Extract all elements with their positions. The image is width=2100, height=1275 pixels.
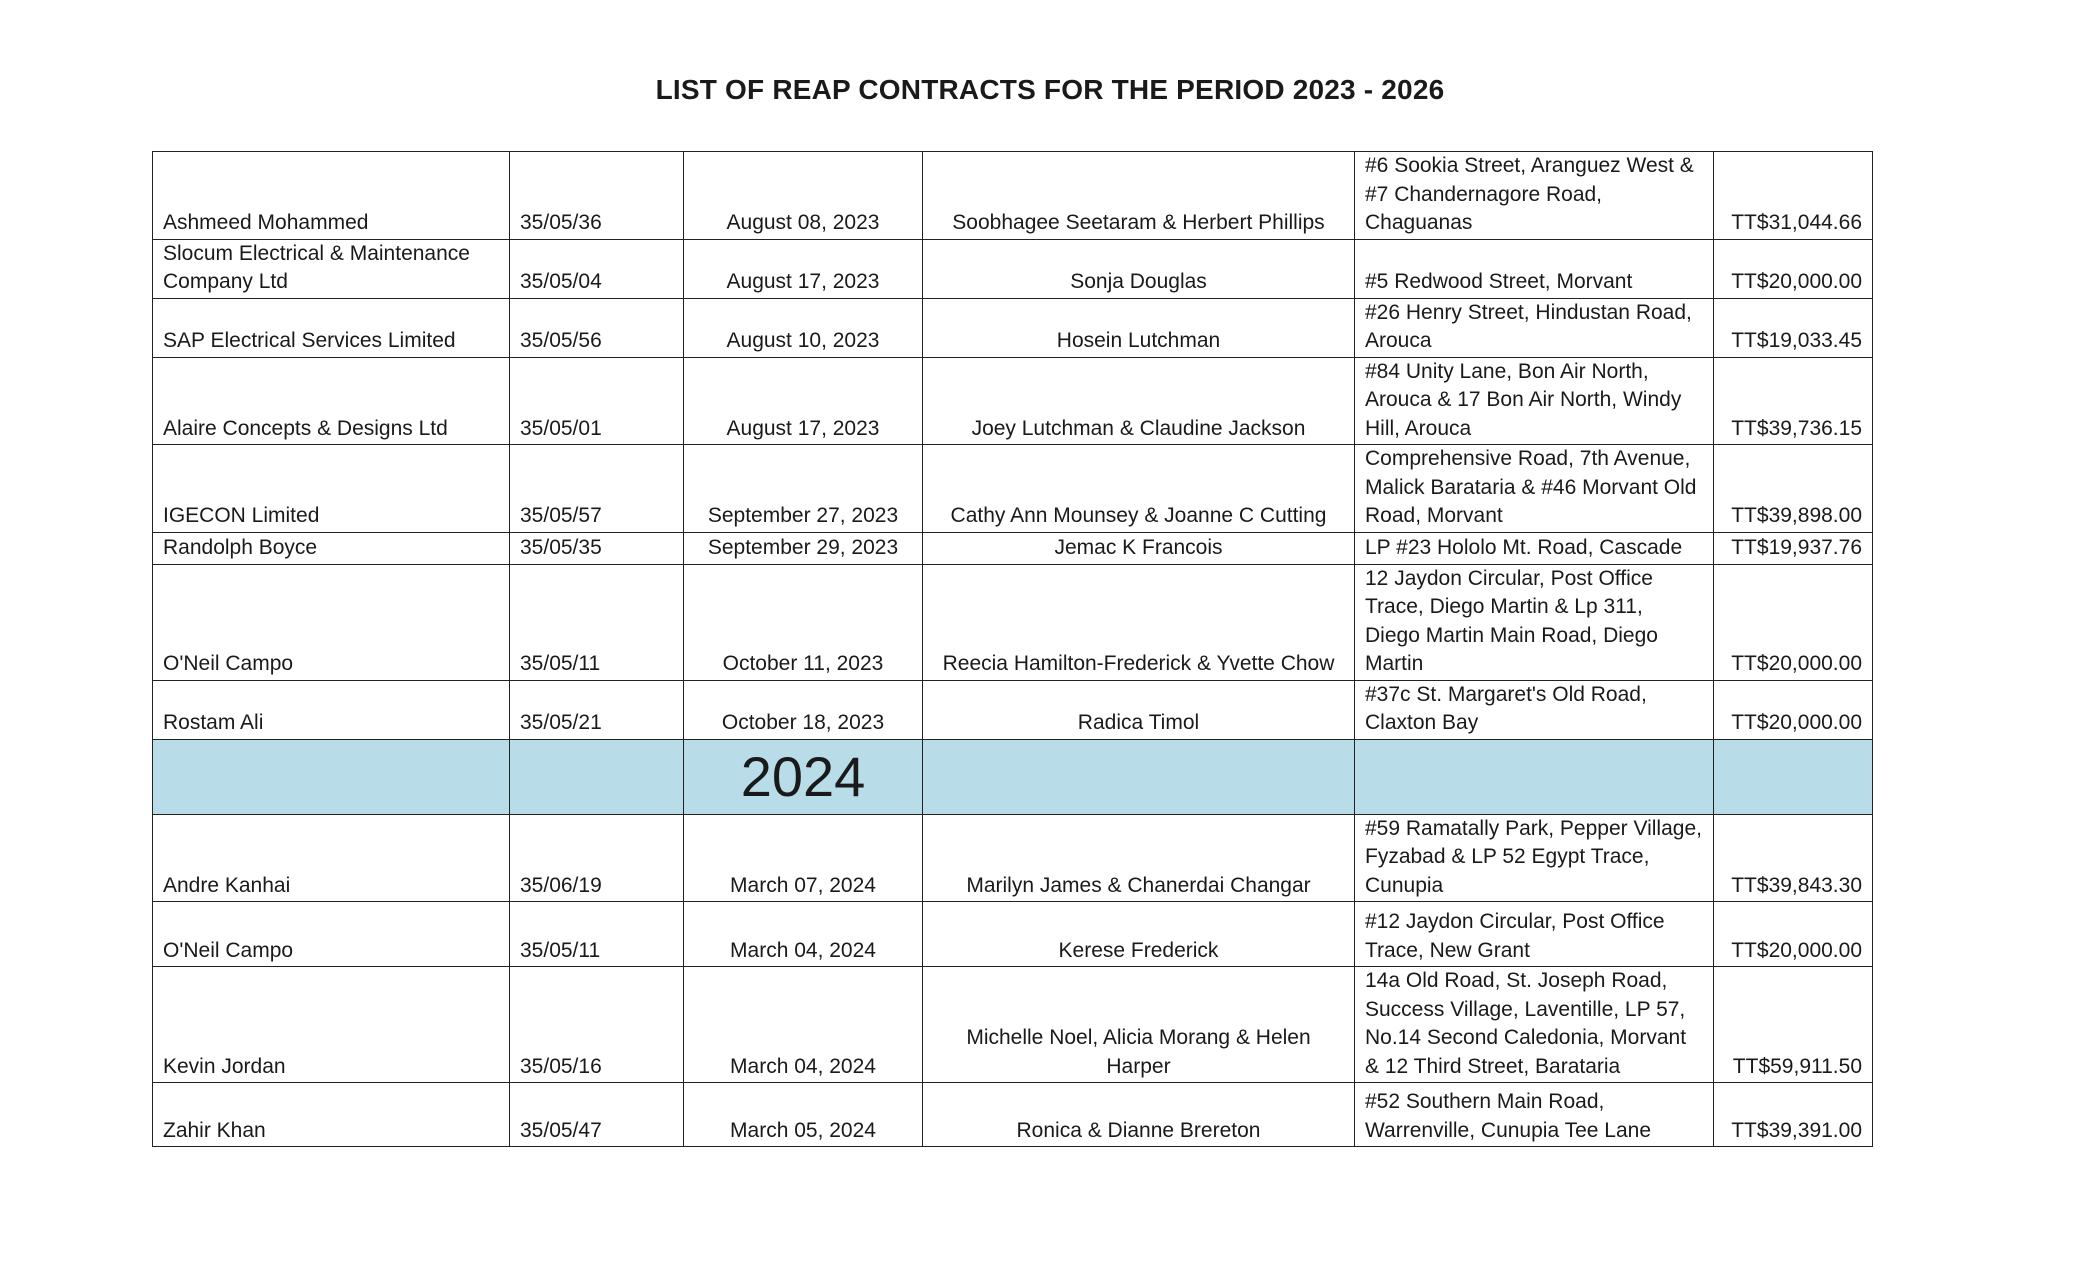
contract-date-cell: August 10, 2023 [684, 298, 923, 357]
contract-number-cell: 35/05/36 [510, 152, 684, 240]
address-cell: #84 Unity Lane, Bon Air North, Arouca & 17 Bon Air North, Windy Hill, Arouca [1355, 357, 1714, 445]
contract-number-cell: 35/05/47 [510, 1083, 684, 1147]
contracts-table-body [153, 152, 1873, 1147]
amount-cell: TT$20,000.00 [1714, 902, 1873, 967]
contract-number-cell: 35/05/11 [510, 564, 684, 680]
year-row-empty-cell [1355, 739, 1714, 814]
contracts-table [152, 151, 1873, 1147]
beneficiary-cell: Sonja Douglas [923, 239, 1355, 298]
contract-number-cell: 35/05/35 [510, 532, 684, 564]
amount-cell: TT$20,000.00 [1714, 239, 1873, 298]
year-separator-row [153, 739, 1873, 814]
address-cell: #6 Sookia Street, Aranguez West & #7 Chandernagore Road, Chaguanas [1355, 152, 1714, 240]
contractor-cell: Zahir Khan [153, 1083, 510, 1147]
year-row-empty-cell [923, 739, 1355, 814]
beneficiary-cell: Soobhagee Seetaram & Herbert Phillips [923, 152, 1355, 240]
table-row [153, 445, 1873, 533]
table-row [153, 152, 1873, 240]
contractor-cell: Kevin Jordan [153, 967, 510, 1083]
address-cell: 14a Old Road, St. Joseph Road, Success Village, Laventille, LP 57, No.14 Second Caledonia, Morvant & 12 Third Street, Barataria [1355, 967, 1714, 1083]
beneficiary-cell: Michelle Noel, Alicia Morang & Helen Harper [923, 967, 1355, 1083]
table-row [153, 680, 1873, 739]
contractor-cell: O'Neil Campo [153, 902, 510, 967]
table-row [153, 357, 1873, 445]
beneficiary-cell: Radica Timol [923, 680, 1355, 739]
contract-date-cell: October 18, 2023 [684, 680, 923, 739]
address-cell: #59 Ramatally Park, Pepper Village, Fyzabad & LP 52 Egypt Trace, Cunupia [1355, 814, 1714, 902]
table-row [153, 902, 1873, 967]
contract-number-cell: 35/05/01 [510, 357, 684, 445]
address-cell: 12 Jaydon Circular, Post Office Trace, Diego Martin & Lp 311, Diego Martin Main Road, Diego Martin [1355, 564, 1714, 680]
beneficiary-cell: Marilyn James & Chanerdai Changar [923, 814, 1355, 902]
beneficiary-cell: Ronica & Dianne Brereton [923, 1083, 1355, 1147]
beneficiary-cell: Kerese Frederick [923, 902, 1355, 967]
year-label: 2024 [684, 739, 923, 814]
contractor-cell: Slocum Electrical & Maintenance Company Ltd [153, 239, 510, 298]
amount-cell: TT$39,898.00 [1714, 445, 1873, 533]
contractor-cell: SAP Electrical Services Limited [153, 298, 510, 357]
beneficiary-cell: Hosein Lutchman [923, 298, 1355, 357]
address-cell: Comprehensive Road, 7th Avenue, Malick Barataria & #46 Morvant Old Road, Morvant [1355, 445, 1714, 533]
contract-date-cell: September 29, 2023 [684, 532, 923, 564]
address-cell: LP #23 Hololo Mt. Road, Cascade [1355, 532, 1714, 564]
table-row [153, 1083, 1873, 1147]
contract-date-cell: March 05, 2024 [684, 1083, 923, 1147]
contractor-cell: Rostam Ali [153, 680, 510, 739]
contract-date-cell: August 08, 2023 [684, 152, 923, 240]
amount-cell: TT$19,033.45 [1714, 298, 1873, 357]
table-row [153, 239, 1873, 298]
year-row-empty-cell [153, 739, 510, 814]
contract-number-cell: 35/06/19 [510, 814, 684, 902]
amount-cell: TT$20,000.00 [1714, 680, 1873, 739]
amount-cell: TT$39,391.00 [1714, 1083, 1873, 1147]
beneficiary-cell: Reecia Hamilton-Frederick & Yvette Chow [923, 564, 1355, 680]
year-row-empty-cell [1714, 739, 1873, 814]
address-cell: #12 Jaydon Circular, Post Office Trace, New Grant [1355, 902, 1714, 967]
table-row [153, 564, 1873, 680]
address-cell: #5 Redwood Street, Morvant [1355, 239, 1714, 298]
page-title: LIST OF REAP CONTRACTS FOR THE PERIOD 2023 - 2026 [655, 74, 1445, 105]
contract-number-cell: 35/05/16 [510, 967, 684, 1083]
amount-cell: TT$20,000.00 [1714, 564, 1873, 680]
beneficiary-cell: Joey Lutchman & Claudine Jackson [923, 357, 1355, 445]
contract-number-cell: 35/05/11 [510, 902, 684, 967]
contractor-cell: Andre Kanhai [153, 814, 510, 902]
contract-date-cell: March 04, 2024 [684, 967, 923, 1083]
contract-date-cell: September 27, 2023 [684, 445, 923, 533]
contractor-cell: IGECON Limited [153, 445, 510, 533]
table-row [153, 532, 1873, 564]
contractor-cell: O'Neil Campo [153, 564, 510, 680]
contract-date-cell: March 04, 2024 [684, 902, 923, 967]
address-cell: #37c St. Margaret's Old Road, Claxton Bay [1355, 680, 1714, 739]
amount-cell: TT$59,911.50 [1714, 967, 1873, 1083]
contract-number-cell: 35/05/56 [510, 298, 684, 357]
contract-date-cell: March 07, 2024 [684, 814, 923, 902]
contract-date-cell: October 11, 2023 [684, 564, 923, 680]
address-cell: #26 Henry Street, Hindustan Road, Arouca [1355, 298, 1714, 357]
contractor-cell: Ashmeed Mohammed [153, 152, 510, 240]
table-row [153, 967, 1873, 1083]
table-row [153, 814, 1873, 902]
contractor-cell: Randolph Boyce [153, 532, 510, 564]
contract-number-cell: 35/05/21 [510, 680, 684, 739]
amount-cell: TT$19,937.76 [1714, 532, 1873, 564]
contract-date-cell: August 17, 2023 [684, 239, 923, 298]
table-row [153, 298, 1873, 357]
year-row-empty-cell [510, 739, 684, 814]
amount-cell: TT$31,044.66 [1714, 152, 1873, 240]
beneficiary-cell: Jemac K Francois [923, 532, 1355, 564]
contractor-cell: Alaire Concepts & Designs Ltd [153, 357, 510, 445]
beneficiary-cell: Cathy Ann Mounsey & Joanne C Cutting [923, 445, 1355, 533]
address-cell: #52 Southern Main Road, Warrenville, Cunupia Tee Lane [1355, 1083, 1714, 1147]
contract-number-cell: 35/05/57 [510, 445, 684, 533]
contract-number-cell: 35/05/04 [510, 239, 684, 298]
amount-cell: TT$39,843.30 [1714, 814, 1873, 902]
contract-date-cell: August 17, 2023 [684, 357, 923, 445]
amount-cell: TT$39,736.15 [1714, 357, 1873, 445]
